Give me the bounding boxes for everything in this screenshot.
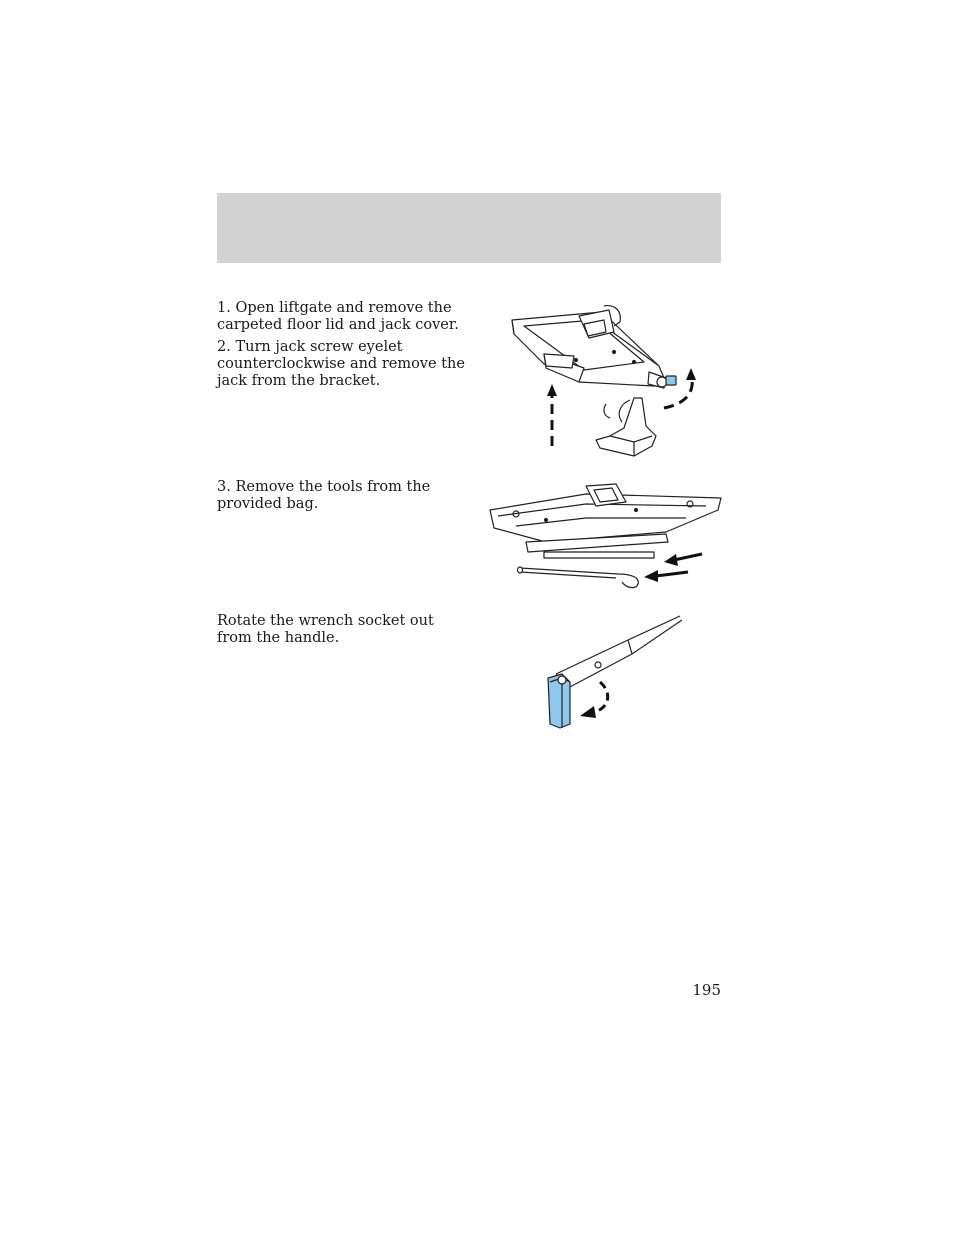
step-2-text: 2. Turn jack screw eyelet counterclockwise and remove the jack from the bracket. <box>217 339 465 389</box>
page-number: 195 <box>692 981 721 999</box>
step-1-text: 1. Open liftgate and remove the carpeted floor lid and jack cover. <box>217 300 459 333</box>
tools-instructions <box>217 479 467 518</box>
wrench-instructions <box>217 613 467 652</box>
wrench-socket-text: Rotate the wrench socket out from the handle. <box>217 613 434 646</box>
jack-and-tools-illustration <box>486 480 724 594</box>
jack-removal-instructions <box>217 300 467 395</box>
header-band <box>217 193 721 263</box>
step-3-text: 3. Remove the tools from the provided bag. <box>217 479 431 512</box>
jack-bracket-illustration <box>484 296 724 466</box>
wrench-socket-illustration <box>540 612 690 734</box>
